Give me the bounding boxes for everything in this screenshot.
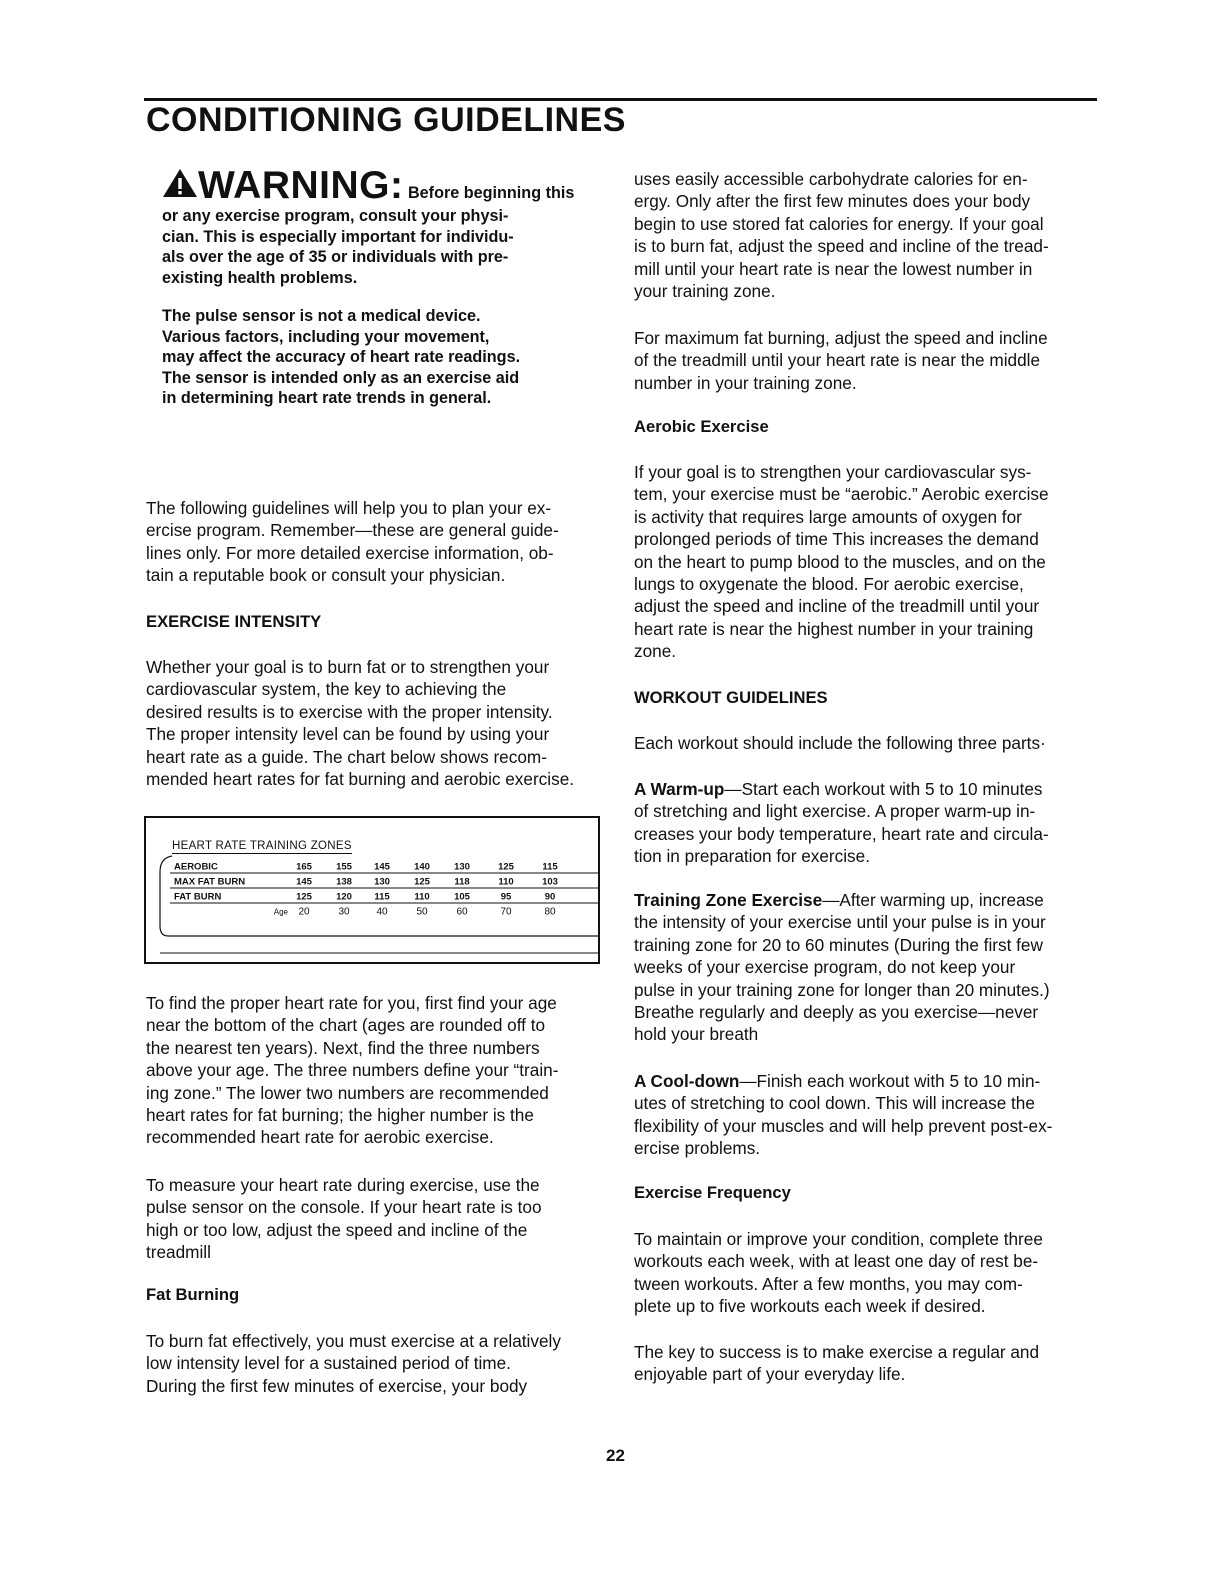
text-line: is activity that requires large amounts of oxygen for [634, 506, 1022, 527]
text-line: workouts each week, with at least one day of rest be- [634, 1251, 1039, 1272]
aerobic-paragraph [634, 461, 1096, 663]
table-cell: 145 [374, 861, 390, 873]
fat-burning-heading: Fat Burning [146, 1285, 240, 1304]
warm-up-label: A Warm-up [634, 779, 725, 799]
warning-line: existing health problems. [162, 268, 358, 287]
text-line: training zone for 20 to 60 minutes (During the first few [634, 934, 1043, 955]
training-zone-label: Training Zone Exercise [634, 890, 823, 910]
text-line: If your goal is to strengthen your cardiovascular sys- [634, 462, 1032, 482]
table-cell: 138 [336, 876, 352, 888]
text-line: uses easily accessible carbohydrate calories for en- [634, 169, 1028, 189]
text-line: ergy. Only after the first few minutes does your body [634, 191, 1031, 212]
table-row-label: FAT BURN [174, 891, 222, 903]
text-line: low intensity level for a sustained period of time. [146, 1353, 511, 1374]
page-number: 22 [606, 1446, 625, 1465]
table-cell: 140 [414, 861, 430, 873]
warning-line: cian. This is especially important for individu- [162, 227, 514, 246]
text-line: plete up to five workouts each week if desired. [634, 1296, 986, 1317]
warning-line: or any exercise program, consult your physi- [162, 207, 509, 225]
sensor-line: in determining heart rate trends in general. [162, 389, 492, 407]
text-line: number in your training zone. [634, 372, 857, 393]
text-line: For maximum fat burning, adjust the speed and incline [634, 328, 1048, 348]
sensor-line: The sensor is intended only as an exercise aid [162, 368, 520, 387]
text-line: heart rates for fat burning; the higher number is the [146, 1105, 534, 1126]
text-line: hold your breath [634, 1024, 759, 1045]
text-line: adjust the speed and incline of the treadmill until your [634, 596, 1040, 617]
text-line: of stretching and light exercise. A proper warm-up in- [634, 801, 1036, 822]
warning-line: als over the age of 35 or individuals with pre- [162, 248, 509, 266]
age-value: 80 [544, 906, 556, 918]
fat-burning-continued [634, 168, 1096, 302]
text-line [634, 889, 1096, 911]
text-span: —Finish each workout with 5 to 10 min- [739, 1071, 1041, 1091]
text-line: ercise program. Remember—these are general guide- [146, 520, 559, 541]
text-line: zone. [634, 641, 677, 662]
table-cell: 125 [296, 891, 312, 903]
age-value: 40 [376, 906, 388, 918]
table-cell: 120 [336, 891, 352, 903]
text-line: ercise problems. [634, 1138, 761, 1159]
sensor-note [162, 306, 602, 409]
table-cell: 115 [374, 891, 390, 903]
text-line: The key to success is to make exercise a regular and [634, 1342, 1040, 1362]
age-value: 30 [338, 906, 350, 918]
frequency-paragraph [634, 1228, 1096, 1318]
text-line: the nearest ten years). Next, find the three numbers [146, 1037, 540, 1058]
text-line: flexibility of your muscles and will help prevent post-ex- [634, 1115, 1053, 1136]
chart-title: HEART RATE TRAINING ZONES [172, 840, 352, 852]
text-line: lines only. For more detailed exercise information, ob- [146, 542, 554, 563]
warning-heading [162, 166, 602, 206]
text-line: creases your body temperature, heart rate and circula- [634, 823, 1049, 844]
text-span: —After warming up, increase [822, 890, 1044, 910]
page-title: CONDITIONING GUIDELINES [146, 101, 626, 139]
text-line [634, 778, 1096, 800]
text-line: lungs to oxygenate the blood. For aerobic exercise, [634, 574, 1024, 595]
table-cell: 103 [542, 876, 558, 888]
text-line: treadmill [146, 1242, 211, 1263]
text-line: The following guidelines will help you to plan your ex- [146, 498, 552, 518]
intro-paragraph [146, 497, 606, 587]
text-line: To measure your heart rate during exercise, use the [146, 1175, 540, 1195]
warning-block [162, 166, 602, 409]
text-span: —Start each workout with 5 to 10 minutes [724, 779, 1043, 799]
text-line: Whether your goal is to burn fat or to strengthen your [146, 657, 550, 677]
table-cell: 118 [454, 876, 470, 888]
text-line [634, 1070, 1096, 1092]
text-line: pulse sensor on the console. If your heart rate is too [146, 1197, 542, 1218]
text-line: tion in preparation for exercise. [634, 846, 870, 867]
table-cell: 145 [296, 876, 312, 888]
text-line: Each workout should include the following three parts· [634, 733, 1046, 753]
workout-intro [634, 732, 1096, 754]
text-line: desired results is to exercise with the proper intensity. [146, 701, 553, 722]
text-line: prolonged periods of time This increases the demand [634, 529, 1039, 550]
intensity-paragraph [146, 656, 606, 790]
text-line: recommended heart rate for aerobic exercise. [146, 1127, 494, 1148]
text-line: tem, your exercise must be “aerobic.” Aerobic exercise [634, 484, 1049, 505]
text-line: high or too low, adjust the speed and incline of the [146, 1219, 528, 1240]
text-line: is to burn fat, adjust the speed and incline of the tread- [634, 236, 1049, 257]
key-to-success-paragraph [634, 1341, 1096, 1386]
table-cell: 155 [336, 861, 352, 873]
sensor-line: Various factors, including your movement, [162, 327, 490, 346]
table-cell: 125 [414, 876, 430, 888]
table-cell: 90 [544, 891, 556, 903]
text-line: To burn fat effectively, you must exercise at a relatively [146, 1331, 561, 1351]
age-value: 70 [500, 906, 512, 918]
age-label: Age [273, 907, 288, 917]
age-value: 50 [416, 906, 428, 918]
text-line: To find the proper heart rate for you, first find your age [146, 993, 557, 1013]
cool-down-paragraph [634, 1070, 1096, 1160]
table-cell: 165 [296, 861, 312, 873]
table-row-label: AEROBIC [174, 861, 218, 873]
warm-up-paragraph [634, 778, 1096, 868]
text-line: enjoyable part of your everyday life. [634, 1364, 906, 1385]
age-value: 20 [298, 906, 310, 918]
text-line: begin to use stored fat calories for energy. If your goal [634, 213, 1044, 234]
text-line: To maintain or improve your condition, complete three [634, 1229, 1043, 1249]
table-cell: 110 [498, 876, 514, 888]
table-cell: 110 [414, 891, 430, 903]
heart-rate-chart [144, 816, 600, 964]
text-line: Breathe regularly and deeply as you exercise—never [634, 1002, 1039, 1023]
table-cell: 130 [374, 876, 390, 888]
training-zone-paragraph [634, 889, 1096, 1046]
text-line: mended heart rates for fat burning and aerobic exercise. [146, 769, 575, 790]
text-line: tween workouts. After a few months, you may com- [634, 1273, 1023, 1294]
table-cell: 115 [542, 861, 558, 873]
find-rate-paragraph [146, 992, 606, 1149]
text-line: The proper intensity level can be found by using your [146, 724, 550, 745]
text-line: your training zone. [634, 281, 776, 302]
workout-guidelines-heading: WORKOUT GUIDELINES [634, 688, 828, 707]
text-line: tain a reputable book or consult your physician. [146, 565, 506, 586]
exercise-frequency-heading: Exercise Frequency [634, 1183, 791, 1202]
text-line: on the heart to pump blood to the muscles, and on the [634, 551, 1046, 572]
max-fat-paragraph [634, 327, 1096, 394]
table-row-label: MAX FAT BURN [174, 876, 246, 888]
text-line: the intensity of your exercise until your pulse is in your [634, 912, 1046, 933]
text-line: utes of stretching to cool down. This will increase the [634, 1093, 1035, 1114]
warning-line: Before beginning this [407, 184, 575, 202]
cool-down-label: A Cool-down [634, 1071, 740, 1091]
text-line: mill until your heart rate is near the lowest number in [634, 258, 1033, 279]
text-line: ing zone.” The lower two numbers are recommended [146, 1082, 549, 1103]
warning-word: WARNING: [198, 164, 404, 207]
sensor-line: may affect the accuracy of heart rate readings. [162, 348, 521, 366]
text-line: pulse in your training zone for longer than 20 minutes.) [634, 979, 1050, 1000]
text-line: heart rate is near the highest number in your training [634, 618, 1034, 639]
text-line: cardiovascular system, the key to achieving the [146, 679, 507, 700]
sensor-line: The pulse sensor is not a medical device. [162, 307, 481, 325]
table-cell: 125 [498, 861, 514, 873]
age-value: 60 [456, 906, 468, 918]
fat-burning-paragraph [146, 1330, 606, 1397]
aerobic-heading: Aerobic Exercise [634, 417, 769, 436]
table-cell: 105 [454, 891, 470, 903]
warning-triangle-icon [162, 168, 198, 198]
text-line: During the first few minutes of exercise, your body [146, 1375, 528, 1396]
text-line: of the treadmill until your heart rate is near the middle [634, 350, 1041, 371]
text-line: heart rate as a guide. The chart below shows recom- [146, 746, 547, 767]
exercise-intensity-heading: EXERCISE INTENSITY [146, 612, 322, 631]
text-line: weeks of your exercise program, do not keep your [634, 957, 1016, 978]
table-cell: 130 [454, 861, 470, 873]
text-line: above your age. The three numbers define your “train- [146, 1060, 559, 1081]
table-cell: 95 [500, 891, 512, 903]
measure-paragraph [146, 1174, 606, 1264]
text-line: near the bottom of the chart (ages are rounded off to [146, 1015, 546, 1036]
